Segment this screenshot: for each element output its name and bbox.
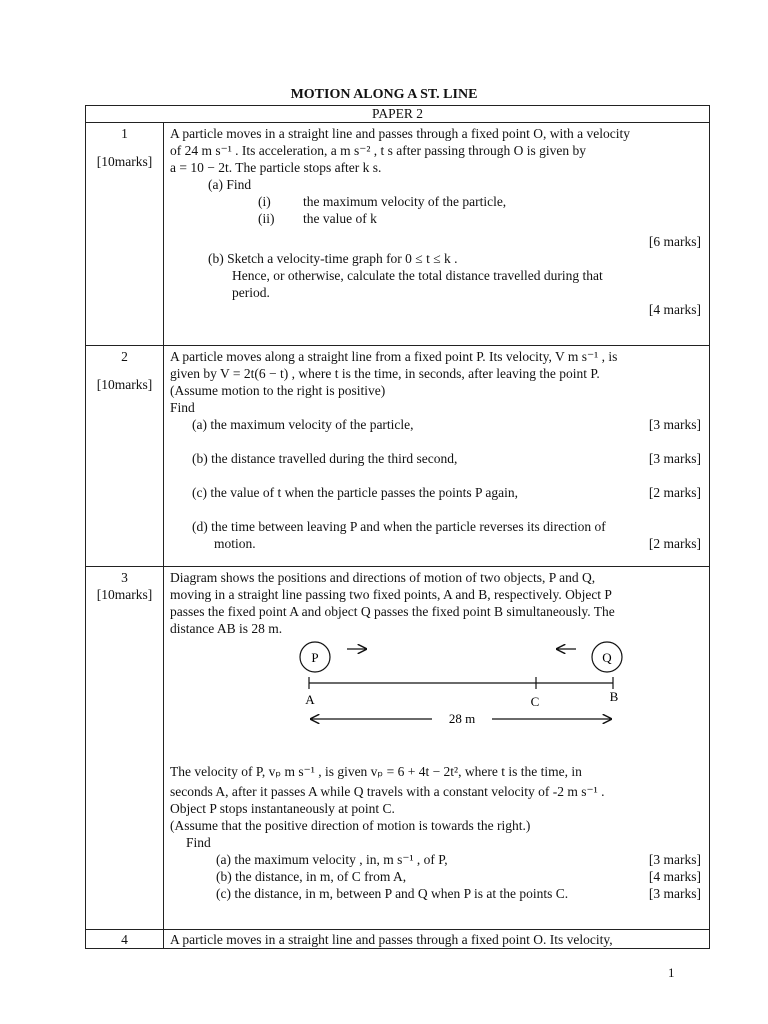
motion-diagram	[170, 639, 700, 739]
point-c-label: C	[530, 694, 540, 709]
q2-part-a	[170, 416, 701, 433]
q3-b-text: (b) the distance, in m, of C from A,	[216, 869, 407, 884]
point-a-label: A	[305, 692, 315, 707]
q3-part-c	[170, 885, 701, 902]
q3-a-text: (a) the maximum velocity , in, m s⁻¹ , of P,	[216, 852, 448, 867]
q2-part-b	[170, 450, 701, 467]
q2-c-marks: [2 marks]	[648, 485, 701, 500]
question-number-cell	[86, 567, 164, 930]
q3-line-5: The velocity of P, vₚ m s⁻¹ , is given vₚ = 6 + 4t − 2t², where t is the time, in	[170, 764, 582, 779]
question-marks: [10marks]	[96, 154, 153, 169]
q1-part-b-line-3: period.	[232, 285, 270, 300]
question-number: 2	[121, 349, 128, 364]
q1-line-1: A particle moves in a straight line and passes through a fixed point O, with a velocity	[170, 126, 631, 141]
q1-b-marks: [4 marks]	[648, 302, 701, 317]
question-number-cell	[86, 930, 164, 949]
question-number-cell	[86, 346, 164, 567]
q2-b-text: (b) the distance travelled during the third second,	[192, 451, 458, 466]
q1-line-2: of 24 m s⁻¹ . Its acceleration, a m s⁻² , t s after passing through O is given by	[170, 143, 587, 158]
q3-line-1: Diagram shows the positions and directions of motion of two objects, P and Q,	[170, 570, 596, 585]
q1-part-a-label: (a) Find	[208, 177, 252, 192]
q2-line-4: Find	[170, 400, 195, 415]
question-row-1	[86, 123, 710, 346]
q2-line-3: (Assume motion to the right is positive)	[170, 383, 386, 398]
question-row-4	[86, 930, 710, 949]
q3-part-b	[170, 868, 701, 885]
question-body	[164, 567, 710, 930]
distance-label: 28 m	[448, 711, 476, 726]
q3-line-8: (Assume that the positive direction of motion is towards the right.)	[170, 818, 531, 833]
question-body	[164, 346, 710, 567]
q1-part-b-line-1: (b) Sketch a velocity-time graph for 0 ≤ t ≤ k .	[208, 251, 458, 266]
q2-d-marks: [2 marks]	[648, 536, 701, 551]
question-marks: [10marks]	[96, 587, 153, 602]
paper-header-row	[86, 106, 710, 123]
q3-line-4: distance AB is 28 m.	[170, 621, 283, 636]
q1-a-i-label: (i)	[258, 194, 271, 209]
q1-a-i-text: the maximum velocity of the particle,	[303, 194, 507, 209]
q4-line-1: A particle moves in a straight line and passes through a fixed point O. Its velocity,	[170, 932, 613, 947]
page-title: MOTION ALONG A ST. LINE	[290, 87, 478, 102]
q3-c-marks: [3 marks]	[648, 886, 701, 901]
question-body	[164, 123, 710, 346]
q2-a-text: (a) the maximum velocity of the particle,	[192, 417, 414, 432]
q2-part-d-line-1: (d) the time between leaving P and when the particle reverses its direction of	[192, 519, 606, 534]
object-p-label: P	[311, 650, 319, 665]
question-body	[164, 930, 710, 949]
q3-part-a	[170, 851, 701, 868]
question-number-cell	[86, 123, 164, 346]
q2-c-text: (c) the value of t when the particle passes the points P again,	[192, 485, 519, 500]
point-b-label: B	[609, 689, 619, 704]
page-number: 1	[668, 965, 675, 980]
question-row-3	[86, 567, 710, 930]
q2-d-text: motion.	[214, 536, 256, 551]
q1-part-b-line-2: Hence, or otherwise, calculate the total distance travelled during that	[232, 268, 603, 283]
q3-line-2: moving in a straight line passing two fixed points, A and B, respectively. Object P	[170, 587, 612, 602]
q3-b-marks: [4 marks]	[648, 869, 701, 884]
q1-part-a-ii	[170, 210, 701, 227]
question-number: 4	[121, 932, 128, 947]
q3-c-text: (c) the distance, in m, between P and Q when P is at the points C.	[216, 886, 569, 901]
q1-a-ii-label: (ii)	[258, 211, 275, 226]
q2-part-c	[170, 484, 701, 501]
question-number: 3	[121, 570, 128, 585]
object-q-label: Q	[602, 650, 612, 665]
q2-b-marks: [3 marks]	[648, 451, 701, 466]
q1-a-ii-text: the value of k	[303, 211, 377, 226]
q2-part-d-line-2	[170, 535, 701, 552]
q1-a-marks: [6 marks]	[648, 234, 701, 249]
q3-a-marks: [3 marks]	[648, 852, 701, 867]
q2-line-1: A particle moves along a straight line from a fixed point P. Its velocity, V m s⁻¹ , is	[170, 349, 618, 364]
question-marks: [10marks]	[96, 377, 153, 392]
question-number: 1	[121, 126, 128, 141]
q3-line-6: seconds A, after it passes A while Q travels with a constant velocity of -2 m s⁻¹ .	[170, 784, 605, 799]
q3-line-7: Object P stops instantaneously at point C.	[170, 801, 395, 816]
questions-table	[85, 105, 710, 949]
paper-label: PAPER 2	[86, 106, 710, 123]
question-row-2	[86, 346, 710, 567]
q1-part-a-i	[170, 193, 701, 210]
q3-line-3: passes the fixed point A and object Q passes the fixed point B simultaneously. The	[170, 604, 615, 619]
q1-line-3: a = 10 − 2t. The particle stops after k s.	[170, 160, 382, 175]
q3-line-9: Find	[186, 835, 211, 850]
q2-line-2: given by V = 2t(6 − t) , where t is the time, in seconds, after leaving the point P.	[170, 366, 600, 381]
q2-a-marks: [3 marks]	[648, 417, 701, 432]
